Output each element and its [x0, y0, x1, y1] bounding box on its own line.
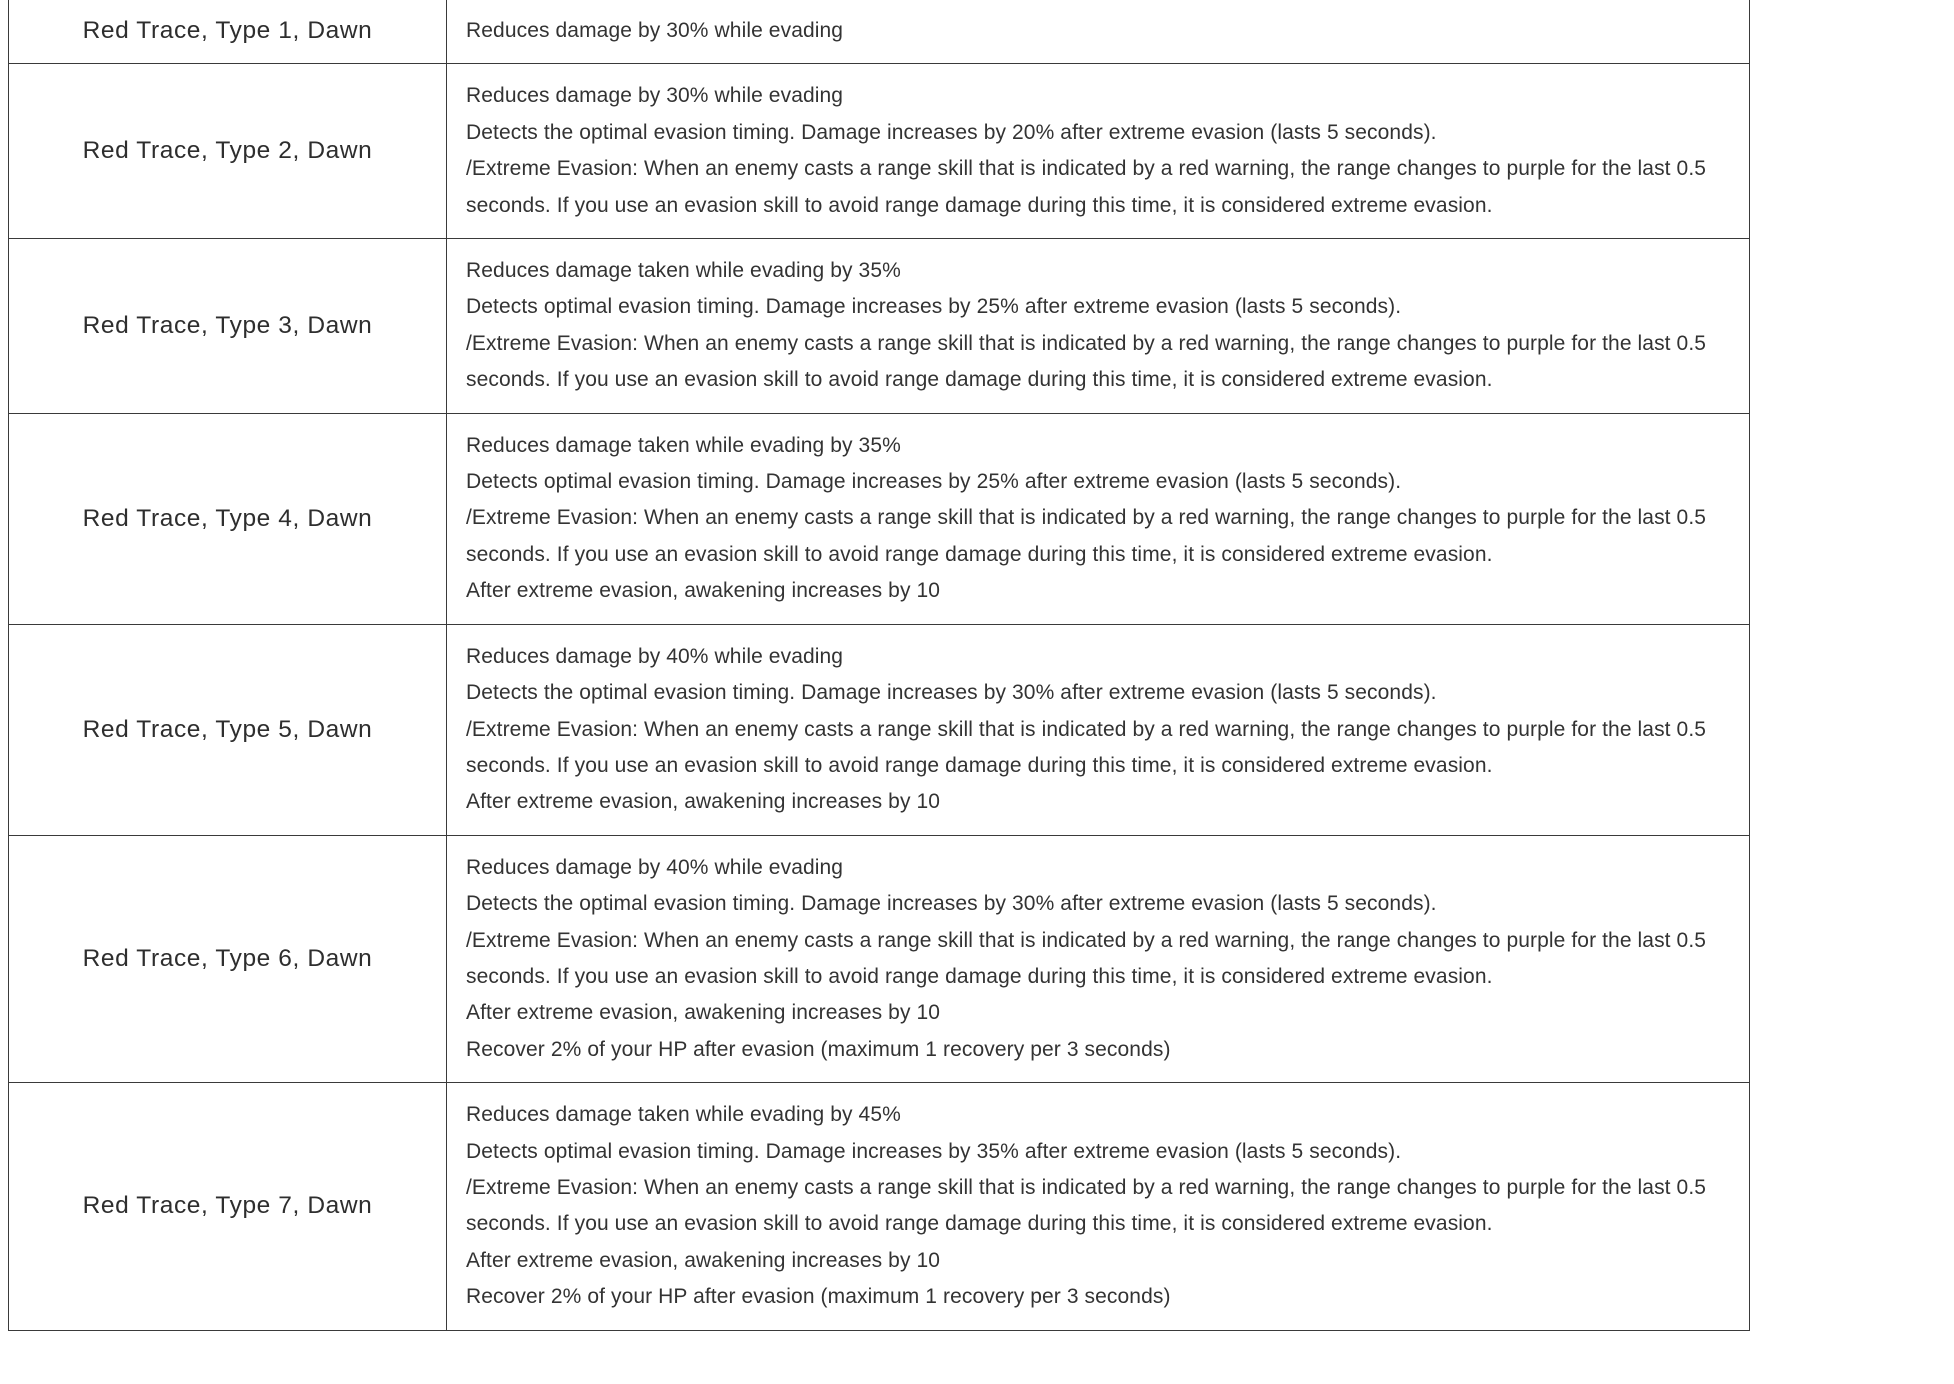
item-name-cell [9, 239, 447, 414]
description-line: Reduces damage by 30% while evading [466, 19, 844, 42]
table-row [9, 624, 1750, 835]
description-line: Recover 2% of your HP after evasion (maximum 1 recovery per 3 seconds) [466, 1037, 1171, 1061]
description-line: Detects the optimal evasion timing. Damage increases by 30% after extreme evasion (lasts 5 seconds). [466, 681, 1437, 705]
item-name: Red Trace, Type 2, Dawn [82, 137, 373, 165]
table-row [9, 835, 1750, 1082]
description-line: seconds. If you use an evasion skill to avoid range damage during this time, it is considered extreme evasion. [466, 542, 1493, 566]
item-description-cell [447, 64, 1750, 239]
description-line: seconds. If you use an evasion skill to avoid range damage during this time, it is considered extreme evasion. [466, 368, 1493, 392]
table-row [9, 0, 1750, 64]
item-description-cell [447, 239, 1750, 414]
table-row [9, 413, 1750, 624]
description-line: Reduces damage by 40% while evading [466, 855, 844, 879]
item-name: Red Trace, Type 6, Dawn [82, 944, 373, 972]
description-line: Reduces damage taken while evading by 45% [466, 1103, 901, 1127]
description-line: After extreme evasion, awakening increases by 10 [466, 1001, 941, 1025]
item-name-cell [9, 0, 447, 64]
table-row [9, 239, 1750, 414]
item-description-cell [447, 1083, 1750, 1330]
item-name-cell [9, 835, 447, 1082]
table-row [9, 1083, 1750, 1330]
description-line: Reduces damage taken while evading by 35% [466, 433, 901, 457]
item-name-cell [9, 64, 447, 239]
item-description-cell [447, 0, 1750, 64]
description-line: seconds. If you use an evasion skill to avoid range damage during this time, it is considered extreme evasion. [466, 1212, 1493, 1236]
item-name-cell [9, 624, 447, 835]
effects-table [8, 0, 1750, 1331]
description-line: Detects the optimal evasion timing. Damage increases by 20% after extreme evasion (lasts 5 seconds). [466, 120, 1437, 144]
description-line: /Extreme Evasion: When an enemy casts a range skill that is indicated by a red warning, the range changes to purple for the last 0.5 [466, 331, 1707, 355]
item-name-cell [9, 413, 447, 624]
description-line: /Extreme Evasion: When an enemy casts a range skill that is indicated by a red warning, the range changes to purple for the last 0.5 [466, 717, 1707, 741]
description-line: /Extreme Evasion: When an enemy casts a range skill that is indicated by a red warning, the range changes to purple for the last 0.5 [466, 928, 1707, 952]
table-row [9, 64, 1750, 239]
description-line: seconds. If you use an evasion skill to avoid range damage during this time, it is considered extreme evasion. [466, 753, 1493, 777]
item-name: Red Trace, Type 7, Dawn [82, 1192, 373, 1220]
effects-table-container [8, 0, 1750, 1331]
description-line: Reduces damage taken while evading by 35% [466, 259, 901, 283]
item-name: Red Trace, Type 4, Dawn [82, 504, 373, 532]
description-line: Detects optimal evasion timing. Damage increases by 25% after extreme evasion (lasts 5 seconds). [466, 295, 1402, 319]
item-name: Red Trace, Type 3, Dawn [82, 311, 373, 339]
description-line: Detects the optimal evasion timing. Damage increases by 30% after extreme evasion (lasts 5 seconds). [466, 892, 1437, 916]
description-line: /Extreme Evasion: When an enemy casts a range skill that is indicated by a red warning, the range changes to purple for the last 0.5 [466, 157, 1707, 181]
item-description-cell [447, 624, 1750, 835]
description-line: Recover 2% of your HP after evasion (maximum 1 recovery per 3 seconds) [466, 1285, 1171, 1309]
description-line: Reduces damage by 30% while evading [466, 84, 844, 108]
description-line: Reduces damage by 40% while evading [466, 644, 844, 668]
description-line: Detects optimal evasion timing. Damage increases by 25% after extreme evasion (lasts 5 seconds). [466, 470, 1402, 494]
description-line: /Extreme Evasion: When an enemy casts a range skill that is indicated by a red warning, the range changes to purple for the last 0.5 [466, 1175, 1707, 1199]
item-description-cell [447, 835, 1750, 1082]
description-line: Detects optimal evasion timing. Damage increases by 35% after extreme evasion (lasts 5 seconds). [466, 1139, 1402, 1163]
item-name-cell [9, 1083, 447, 1330]
description-line: After extreme evasion, awakening increases by 10 [466, 790, 941, 814]
description-line: seconds. If you use an evasion skill to avoid range damage during this time, it is considered extreme evasion. [466, 964, 1493, 988]
description-line: seconds. If you use an evasion skill to avoid range damage during this time, it is considered extreme evasion. [466, 193, 1493, 217]
description-line: After extreme evasion, awakening increases by 10 [466, 579, 941, 603]
description-line: /Extreme Evasion: When an enemy casts a range skill that is indicated by a red warning, the range changes to purple for the last 0.5 [466, 506, 1707, 530]
description-line: After extreme evasion, awakening increases by 10 [466, 1248, 941, 1272]
item-description-cell [447, 413, 1750, 624]
item-name: Red Trace, Type 1, Dawn [82, 17, 373, 45]
effects-table-body [9, 0, 1750, 1330]
item-name: Red Trace, Type 5, Dawn [82, 715, 373, 743]
